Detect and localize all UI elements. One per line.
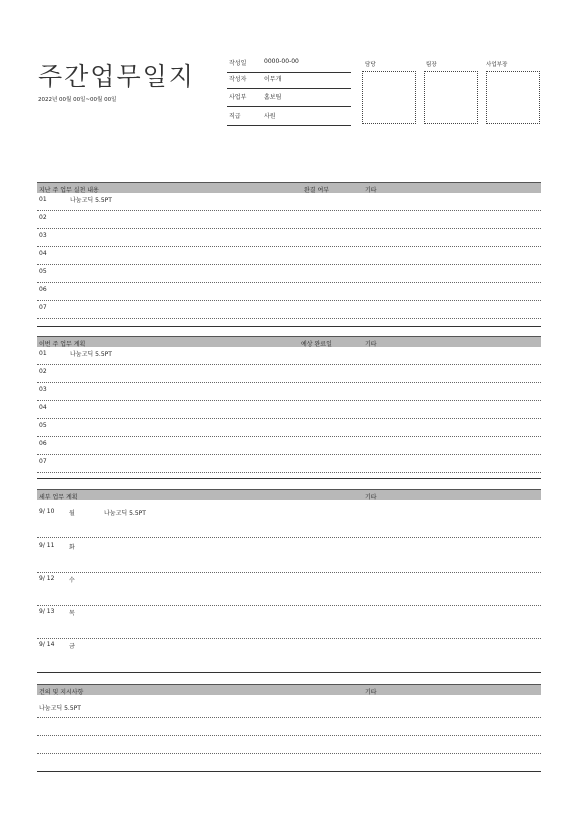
header-label: 세부 업무 계획 <box>39 494 78 501</box>
info-row-author <box>227 72 351 89</box>
row-number: 02 <box>39 368 47 375</box>
detail-row[interactable] <box>37 506 541 538</box>
table-row[interactable] <box>37 211 541 229</box>
info-label: 작성일 <box>229 60 247 67</box>
row-number: 05 <box>39 422 47 429</box>
row-text: 나눔고딕 5.5PT <box>104 510 146 517</box>
info-value[interactable]: 이무개 <box>264 76 282 83</box>
info-row-division <box>227 90 351 107</box>
row-day: 월 <box>69 510 75 517</box>
table-row[interactable] <box>37 193 541 211</box>
table-row[interactable] <box>37 754 541 772</box>
info-label: 작성자 <box>229 76 247 83</box>
info-label: 사업부 <box>229 94 247 101</box>
row-date: 9/ 12 <box>39 575 55 582</box>
header-label: 건의 및 지시사항 <box>39 689 84 696</box>
table-row[interactable] <box>37 419 541 437</box>
header-label: 기타 <box>365 341 377 348</box>
row-number: 03 <box>39 232 47 239</box>
row-number: 03 <box>39 386 47 393</box>
row-day: 수 <box>69 577 75 584</box>
date-range: 2022년 00월 00일~00월 00일 <box>38 97 117 103</box>
row-date: 9/ 13 <box>39 608 55 615</box>
table-row[interactable] <box>37 265 541 283</box>
table-row[interactable] <box>37 401 541 419</box>
table-row[interactable] <box>37 437 541 455</box>
suggestions-header <box>37 684 541 695</box>
header-label: 완결 여부 <box>304 187 330 194</box>
approval-box[interactable] <box>486 71 540 124</box>
row-text: 나눔고딕 5.5PT <box>70 351 112 358</box>
header-label: 기타 <box>365 187 377 194</box>
page-title: 주간업무일지 <box>38 62 195 91</box>
row-text: 나눔고딕 5.5PT <box>39 705 81 712</box>
last-week-header <box>37 182 541 193</box>
section-divider <box>37 478 541 479</box>
section-divider <box>37 326 541 327</box>
info-row-date <box>227 56 351 73</box>
row-day: 금 <box>69 643 75 650</box>
table-row[interactable] <box>37 701 541 718</box>
table-row[interactable] <box>37 736 541 754</box>
row-number: 04 <box>39 404 47 411</box>
detail-row[interactable] <box>37 540 541 573</box>
table-row[interactable] <box>37 229 541 247</box>
header-label: 이번 주 업무 계획 <box>39 341 86 348</box>
info-row-rank <box>227 109 351 126</box>
row-number: 06 <box>39 286 47 293</box>
row-number: 01 <box>39 350 47 357</box>
row-day: 화 <box>69 544 75 551</box>
row-number: 06 <box>39 440 47 447</box>
approval-box[interactable] <box>362 71 416 124</box>
row-number: 01 <box>39 196 47 203</box>
table-row[interactable] <box>37 347 541 365</box>
detail-row[interactable] <box>37 639 541 673</box>
approval-box[interactable] <box>424 71 478 124</box>
details-header <box>37 489 541 500</box>
info-value[interactable]: 0000-00-00 <box>264 58 299 65</box>
row-number: 04 <box>39 250 47 257</box>
row-date: 9/ 10 <box>39 508 55 515</box>
header-label: 예상 완료일 <box>301 341 332 348</box>
approval-label: 팀장 <box>426 62 437 68</box>
row-date: 9/ 14 <box>39 641 55 648</box>
info-label: 직급 <box>229 113 241 120</box>
approval-label: 담당 <box>365 62 376 68</box>
row-number: 07 <box>39 458 47 465</box>
row-text: 나눔고딕 5.5PT <box>70 197 112 204</box>
table-row[interactable] <box>37 383 541 401</box>
row-number: 05 <box>39 268 47 275</box>
approval-label: 사업부장 <box>486 62 508 68</box>
row-number: 02 <box>39 214 47 221</box>
table-row[interactable] <box>37 455 541 473</box>
table-row[interactable] <box>37 247 541 265</box>
detail-row[interactable] <box>37 573 541 606</box>
this-week-header <box>37 336 541 347</box>
table-row[interactable] <box>37 283 541 301</box>
table-row[interactable] <box>37 301 541 319</box>
row-day: 목 <box>69 610 75 617</box>
row-number: 07 <box>39 304 47 311</box>
detail-row[interactable] <box>37 606 541 639</box>
table-row[interactable] <box>37 718 541 736</box>
header-label: 기타 <box>365 689 377 696</box>
info-value[interactable]: 사원 <box>264 113 276 120</box>
table-row[interactable] <box>37 365 541 383</box>
row-date: 9/ 11 <box>39 542 55 549</box>
header-label: 기타 <box>365 494 377 501</box>
info-value[interactable]: 홈보팀 <box>264 94 282 101</box>
header-label: 지난 주 업무 실천 내용 <box>39 187 99 194</box>
